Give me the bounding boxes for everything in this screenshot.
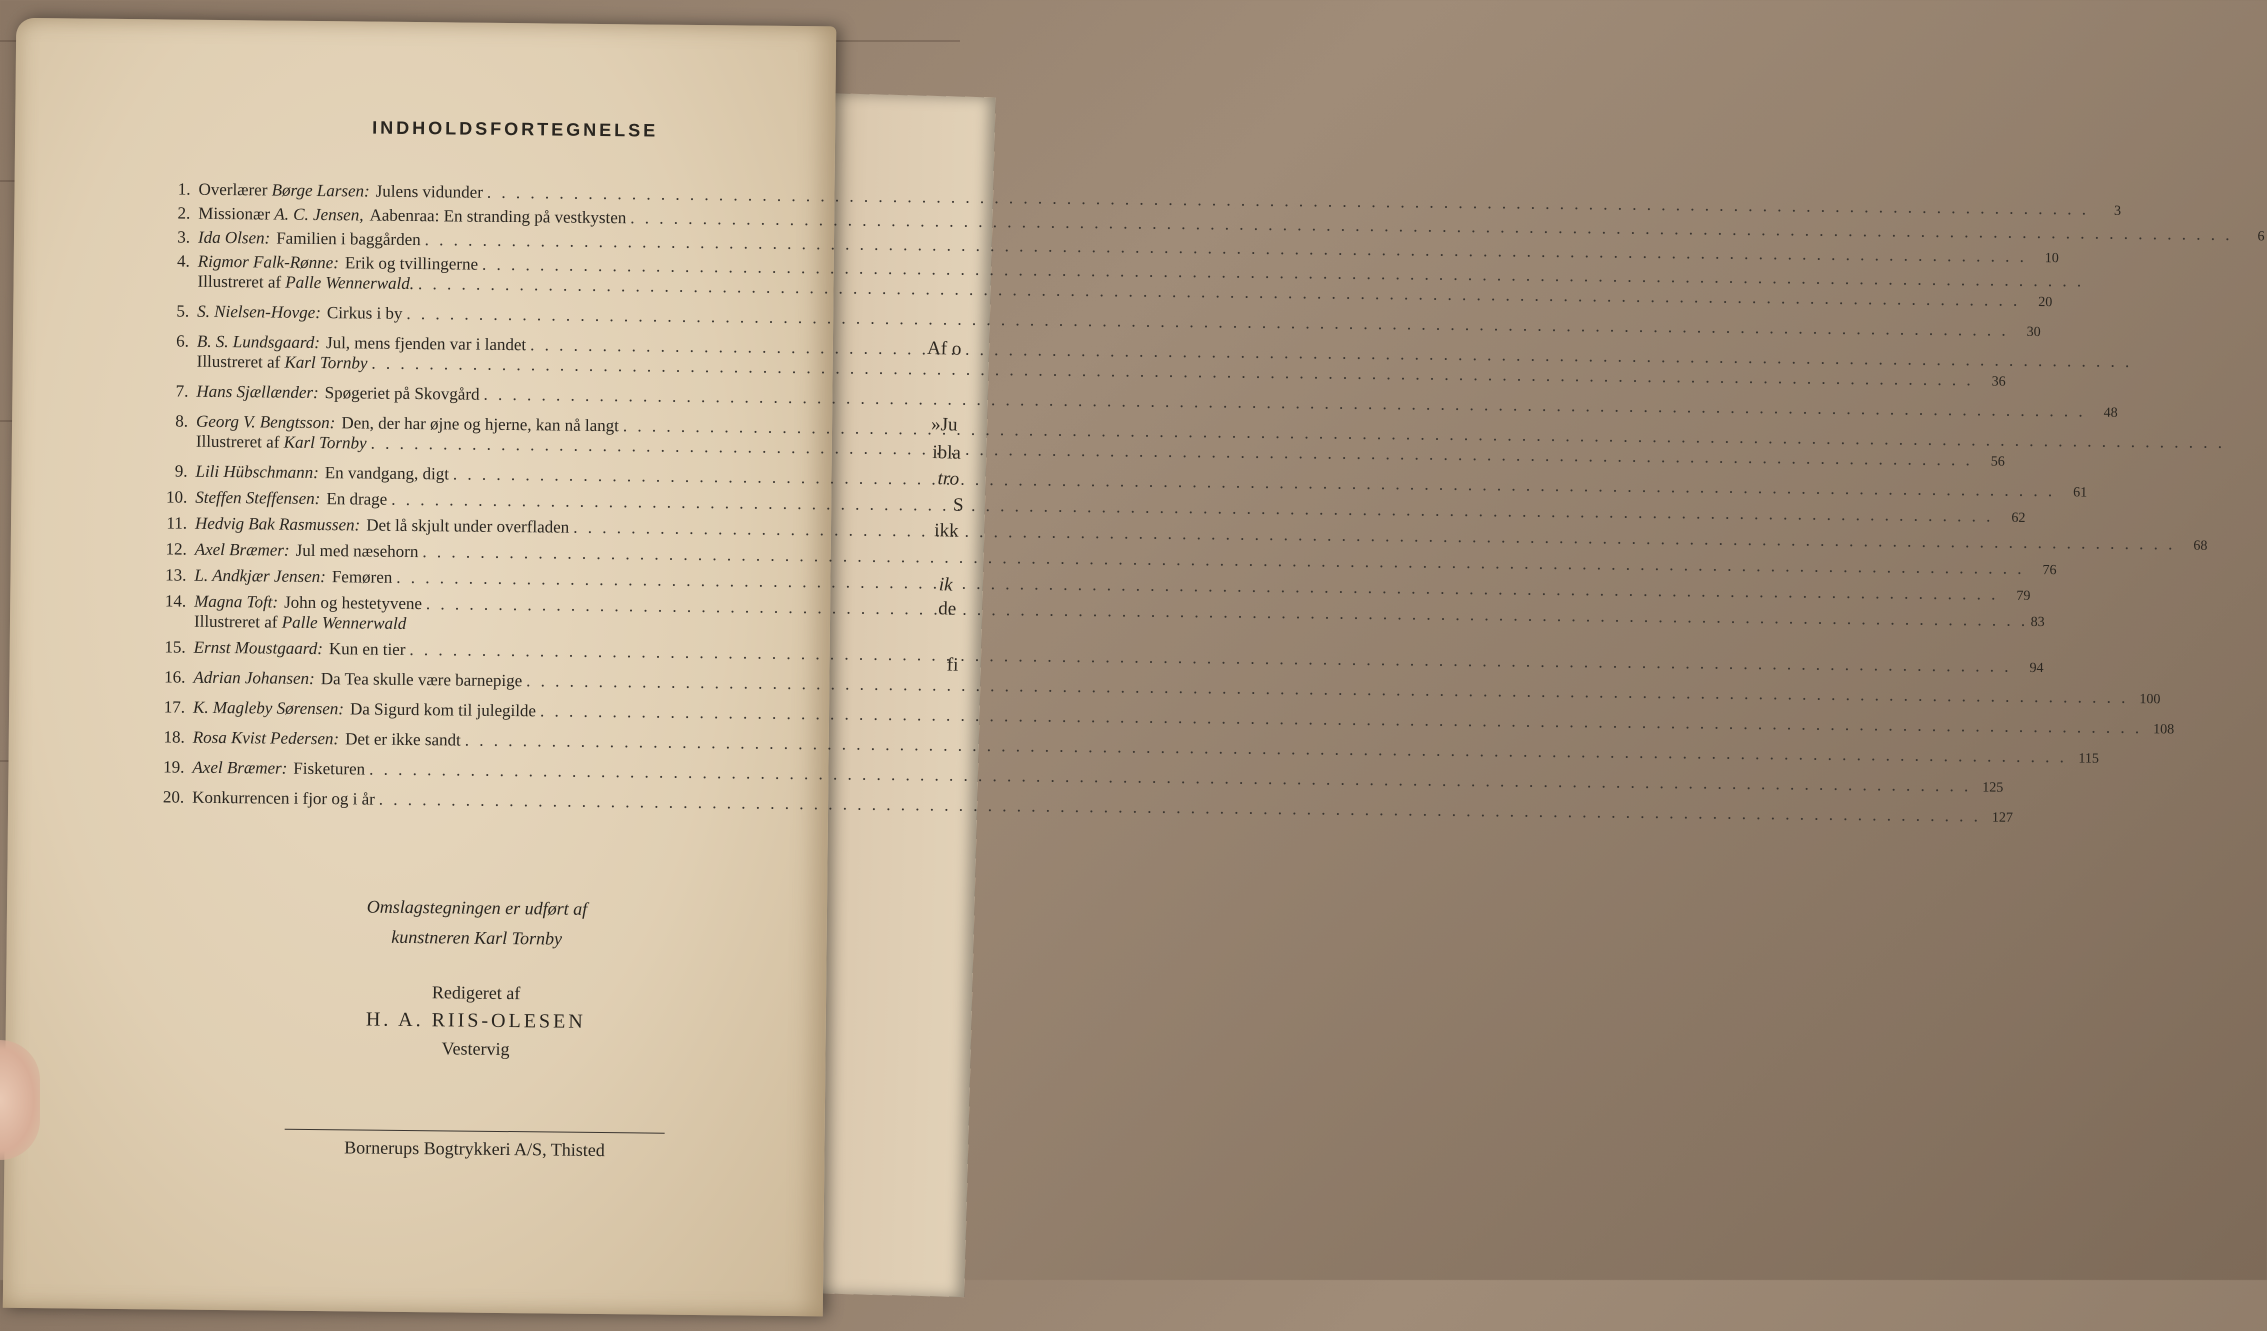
entry-number: 20.: [138, 787, 192, 808]
leader-dots: [461, 731, 2071, 768]
entry-title: Det lå skjult under overfladen: [360, 515, 569, 537]
entry-number: 14.: [140, 591, 194, 612]
toc-entry: [139, 667, 799, 694]
facing-page-fragment: Af o: [927, 338, 962, 361]
illustrated-label: Illustreret af: [197, 272, 281, 292]
entry-page: 62: [1997, 511, 2025, 527]
facing-page-fragment: ikk: [934, 520, 959, 543]
leader-dots: [522, 671, 2132, 708]
entry-author: Steffen Steffensen:: [195, 488, 320, 509]
entry-author: Georg V. Bengtsson:: [196, 412, 335, 433]
facing-page-fragment: S: [953, 495, 964, 517]
illustrator: Karl Tornby: [284, 433, 367, 453]
entry-number: 16.: [139, 667, 193, 688]
leader-dots: [479, 385, 2089, 422]
entry-title: Erik og tvillingerne: [339, 253, 478, 274]
toc-entry: [141, 461, 801, 488]
entry-author-prefix: Missionær: [198, 204, 270, 225]
entry-number: 2.: [144, 203, 198, 224]
leader-dots: [365, 760, 1975, 797]
entry-author: B. S. Lundsgaard:: [197, 332, 320, 353]
entry-title: Jul, mens fjenden var i landet: [320, 333, 526, 355]
entry-title: Jul med næsehorn: [290, 541, 419, 562]
entry-number: 11.: [141, 513, 195, 534]
editor-place: Vestervig: [305, 1033, 645, 1065]
toc-entry: [138, 787, 798, 814]
leader-dots: [402, 304, 2012, 341]
entry-author: Ida Olsen:: [198, 228, 270, 249]
entry-title: Kun en tier: [323, 639, 406, 660]
divider: [285, 1129, 665, 1134]
entry-number: 10.: [141, 487, 195, 508]
toc-entry: [144, 203, 804, 230]
entry-title: John og hestetyvene: [278, 593, 422, 615]
entry-page: 100: [2132, 692, 2160, 708]
facing-page-fragment: »Ju: [931, 414, 958, 437]
entry-number: 5.: [143, 301, 197, 322]
toc-entry: [141, 539, 801, 566]
entry-number: 7.: [142, 381, 196, 402]
entry-title: Det er ikke sandt: [339, 729, 461, 750]
entry-number: 6.: [143, 331, 197, 352]
illustrator: Palle Wennerwald: [282, 613, 407, 633]
entry-number: 19.: [138, 757, 192, 778]
entry-title: Fisketuren: [287, 759, 365, 780]
entry-author: Børge Larsen:: [272, 181, 370, 202]
entry-author: A. C. Jensen,: [274, 205, 363, 226]
entry-page: 125: [1975, 780, 2003, 796]
entry-author: Axel Bræmer:: [192, 758, 287, 779]
illustrated-label: Illustreret af: [196, 432, 280, 452]
editor-name: H. A. RIIS-OLESEN: [306, 1005, 646, 1037]
entry-number: 8.: [142, 411, 196, 432]
toc-entry: [140, 565, 800, 592]
entry-author: Magna Toft:: [194, 592, 278, 613]
entry-page: 3: [2093, 204, 2121, 220]
entry-author: L. Andkjær Jensen:: [194, 566, 326, 587]
entry-title: Femøren: [326, 567, 393, 588]
toc-entry: [139, 697, 799, 724]
entry-page: 10: [2031, 251, 2059, 267]
toc-entry: [142, 381, 802, 408]
entry-title: Spøgeriet på Skovgård: [319, 383, 480, 405]
toc-entry: [141, 487, 801, 514]
entry-author: Rigmor Falk-Rønne:: [198, 252, 339, 273]
table-of-contents: [138, 179, 805, 814]
facing-page-fragment: ik: [939, 574, 953, 596]
printer-imprint: Bornerups Bogtrykkeri A/S, Thisted: [284, 1137, 664, 1162]
entry-page: 6: [2236, 229, 2264, 245]
entry-author: Adrian Johansen:: [193, 668, 315, 689]
toc-entry: [139, 727, 799, 754]
entry-page: 83: [2017, 615, 2045, 631]
toc-entry: [143, 301, 803, 328]
facing-page-fragment: tro: [937, 468, 959, 491]
entry-page: 108: [2146, 722, 2174, 738]
entry-page: 20: [2024, 295, 2052, 311]
facing-page-fragment: fi: [947, 654, 959, 676]
leader-dots: [536, 701, 2146, 738]
toc-entry: [138, 757, 798, 784]
toc-entry: [141, 513, 801, 540]
entry-author: Rosa Kvist Pedersen:: [193, 728, 340, 750]
illustrator: Palle Wennerwald.: [285, 273, 414, 293]
entry-number: 1.: [144, 179, 198, 200]
entry-number: 9.: [141, 461, 195, 482]
entry-author-prefix: Overlærer: [198, 180, 267, 201]
entry-author: K. Magleby Sørensen:: [193, 698, 344, 720]
entry-number: 18.: [139, 727, 193, 748]
toc-entry: [140, 637, 800, 664]
entry-page: 30: [2013, 325, 2041, 341]
entry-title: En vandgang, digt: [319, 463, 449, 484]
credits-block: [305, 891, 647, 1065]
entry-title: Den, der har øjne og hjerne, kan nå langt: [335, 413, 619, 436]
cover-credit-line: kunstneren Karl Tornby: [307, 921, 647, 955]
entry-page: 79: [2002, 589, 2030, 605]
entry-number: 15.: [140, 637, 194, 658]
entry-title: Da Sigurd kom til julegilde: [344, 699, 536, 721]
toc-entry: [144, 179, 804, 206]
entry-author: S. Nielsen-Hovge:: [197, 302, 321, 323]
entry-page: 56: [1977, 454, 2005, 470]
illustrated-label: Illustreret af: [194, 612, 278, 632]
entry-page: 68: [2179, 539, 2207, 555]
cover-credit-line: Omslagstegningen er udført af: [307, 891, 647, 925]
entry-number: 3.: [144, 227, 198, 248]
entry-title: Cirkus i by: [321, 303, 403, 324]
edited-by-label: Redigeret af: [306, 977, 646, 1009]
leader-dots: [405, 640, 2015, 677]
toc-entry: [144, 227, 804, 254]
entry-title: Da Tea skulle være barnepige: [315, 669, 523, 691]
entry-number: 13.: [140, 565, 194, 586]
leader-dots: [375, 790, 1985, 827]
entry-title: Julens vidunder: [370, 182, 483, 203]
entry-page: 61: [2059, 485, 2087, 501]
entry-title: Konkurrencen i fjor og i år: [192, 788, 375, 810]
entry-number: 12.: [141, 539, 195, 560]
entry-page: 115: [2071, 751, 2099, 767]
entry-number: 17.: [139, 697, 193, 718]
entry-title: Aabenraa: En stranding på vestkysten: [363, 205, 626, 228]
page-title: INDHOLDSFORTEGNELSE: [345, 117, 685, 142]
entry-author: Axel Bræmer:: [195, 540, 290, 561]
facing-page-fragment: de: [938, 598, 957, 620]
illustrated-label: Illustreret af: [197, 352, 281, 372]
illustrator: Karl Tornby: [284, 353, 367, 373]
entry-page: 94: [2015, 661, 2043, 677]
book-page: [3, 18, 836, 1317]
entry-page: 36: [1978, 374, 2006, 390]
entry-page: 48: [2090, 406, 2118, 422]
entry-author: Hans Sjællænder:: [196, 382, 319, 403]
entry-page: 127: [1985, 811, 2013, 827]
entry-title: Familien i baggården: [270, 229, 421, 251]
entry-number: 4.: [144, 251, 198, 272]
entry-author: Ernst Moustgaard:: [194, 638, 323, 659]
facing-page-fragment: ibla: [932, 442, 961, 465]
entry-author: Lili Hübschmann:: [195, 462, 318, 483]
entry-title: En drage: [320, 489, 387, 510]
entry-page: 76: [2028, 563, 2056, 579]
entry-author: Hedvig Bak Rasmussen:: [195, 514, 360, 536]
